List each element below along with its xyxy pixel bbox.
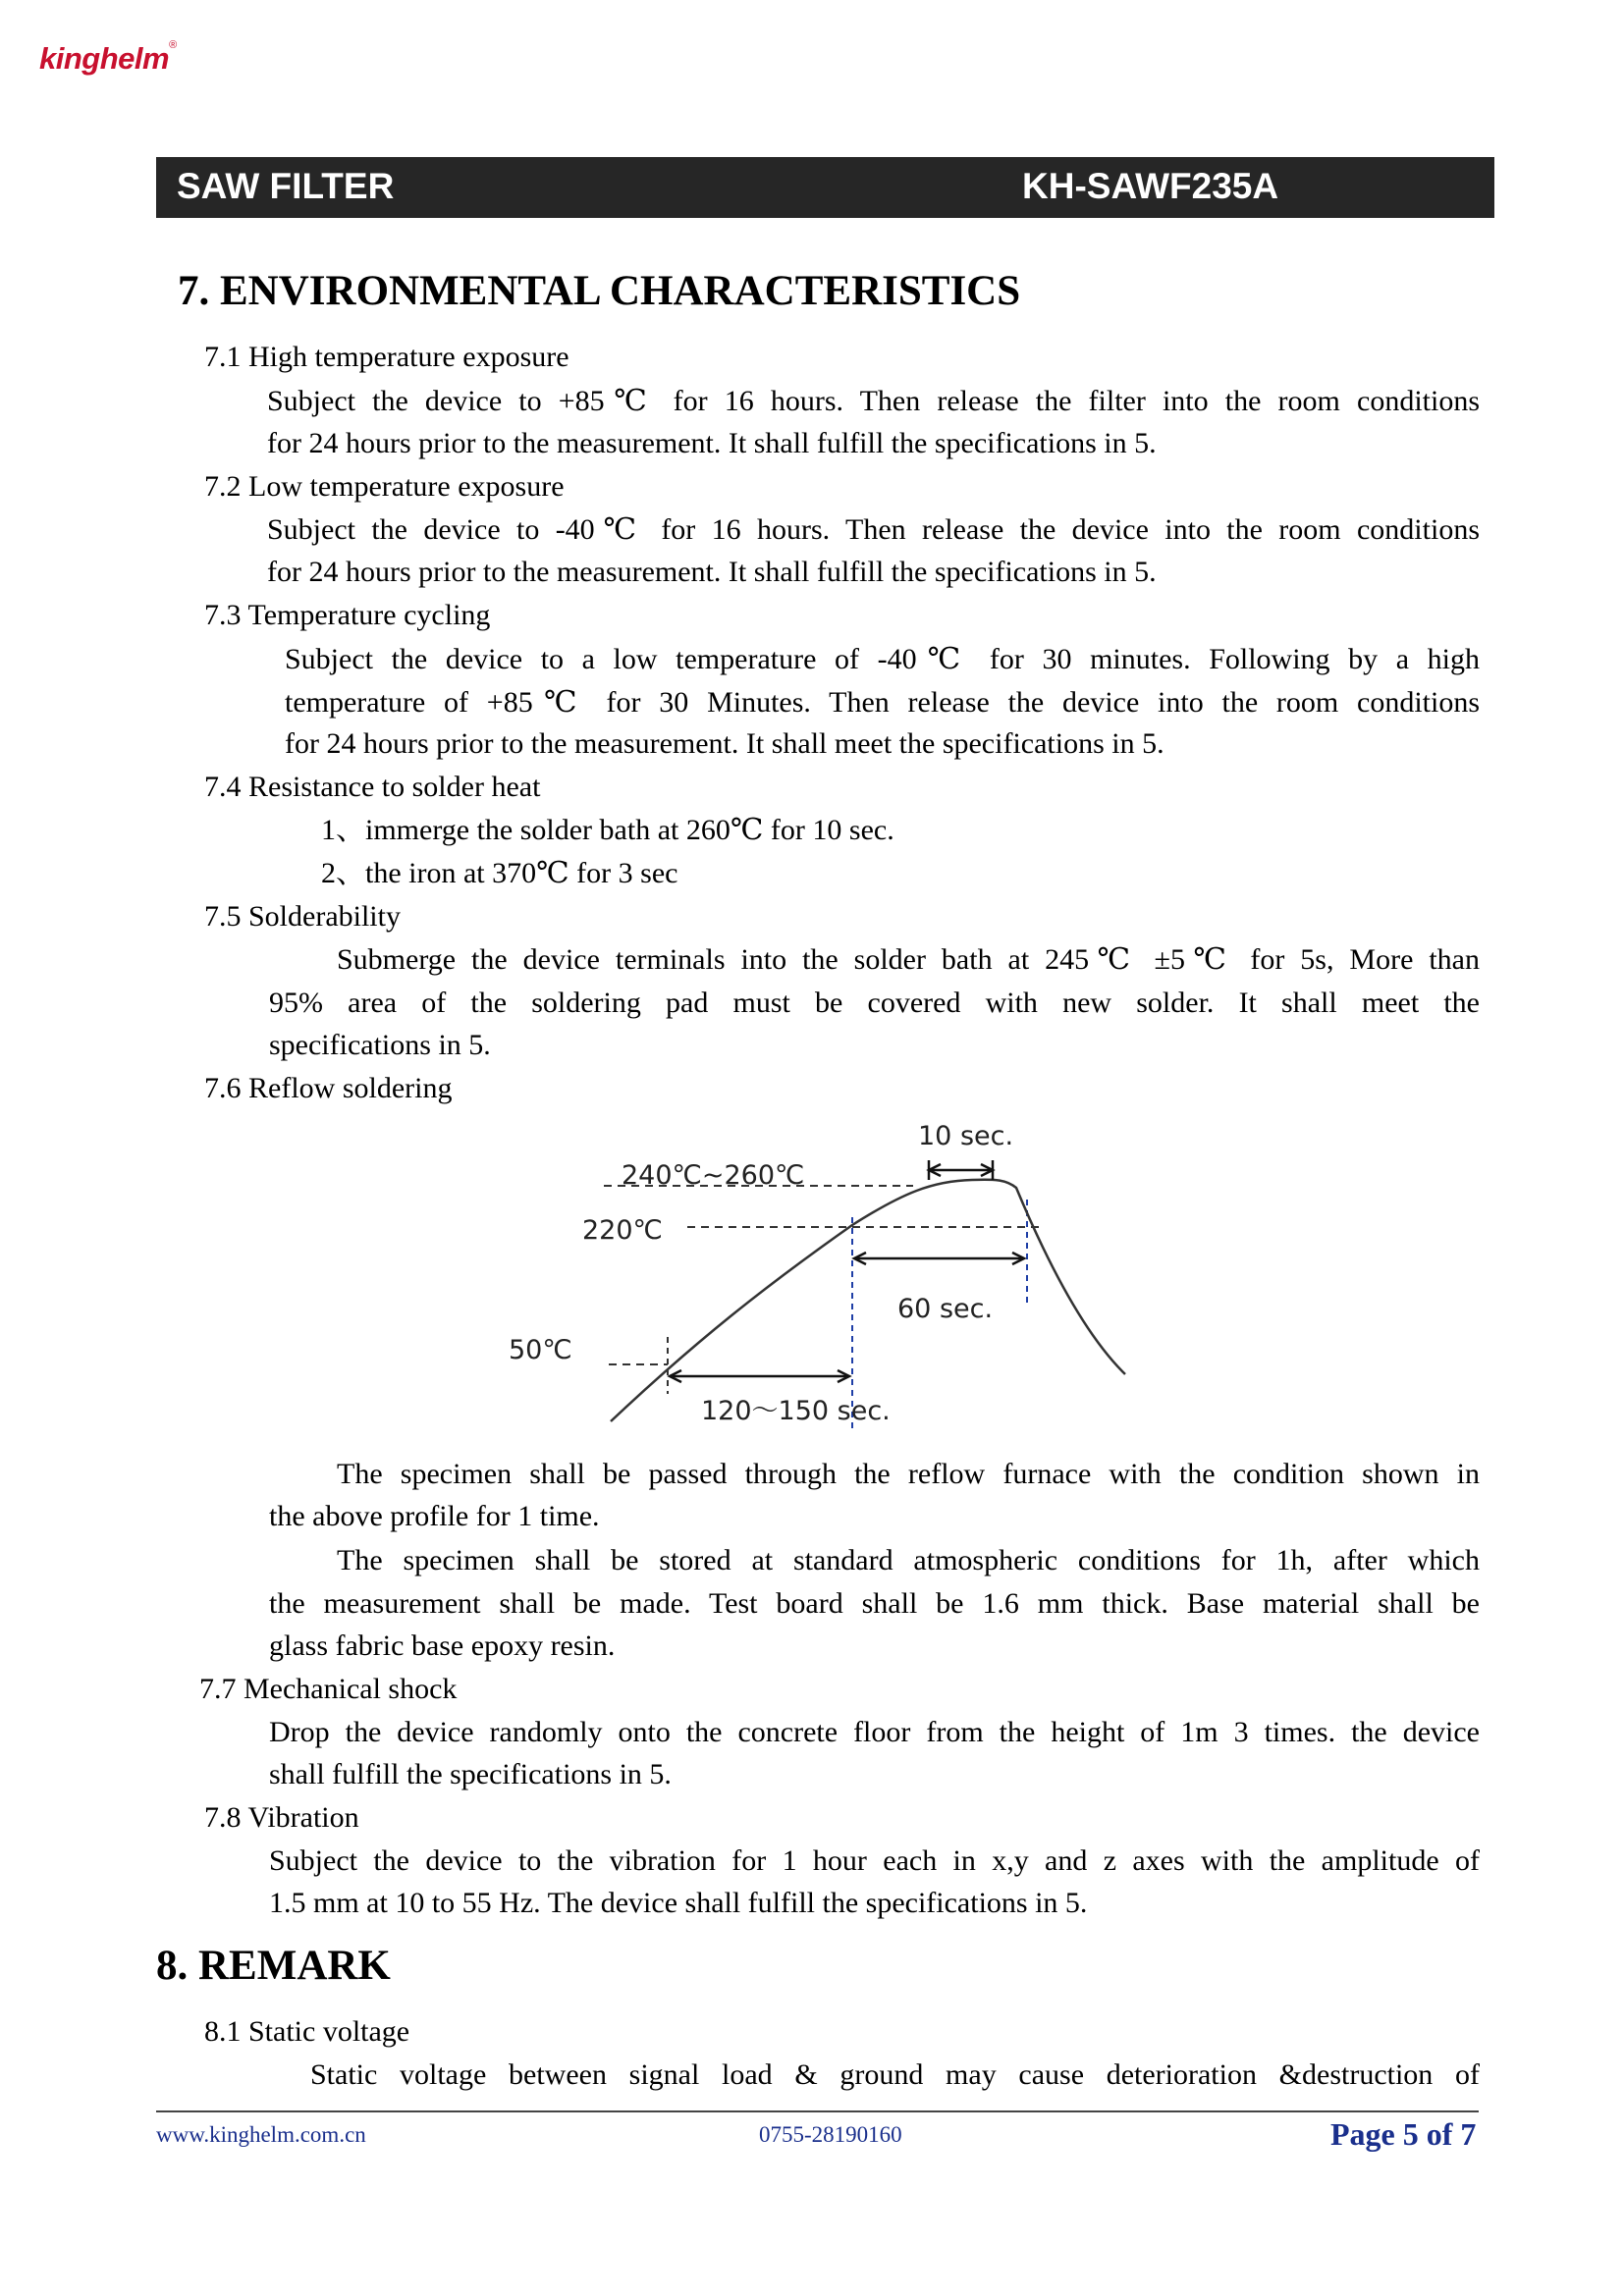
subsection-7-4-item-2: 2、the iron at 370℃ for 3 sec <box>321 857 678 889</box>
subsection-7-1-title: 7.1 High temperature exposure <box>204 341 569 373</box>
subsection-7-3-line-3: for 24 hours prior to the measurement. It shall meet the specifications in 5. <box>285 727 1164 760</box>
subsection-7-6-p1-line-1: The specimen shall be passed through the reflow furnace with the condition shown in <box>337 1458 1480 1490</box>
preheat-time-label: 120～150 sec. <box>701 1396 891 1426</box>
subsection-7-3-title: 7.3 Temperature cycling <box>204 599 491 631</box>
footer-website-link[interactable]: www.kinghelm.com.cn <box>156 2122 366 2147</box>
section-7-heading: 7. ENVIRONMENTAL CHARACTERISTICS <box>178 268 1021 314</box>
subsection-7-3-line-2: temperature of +85℃ for 30 Minutes. Then release the device into the room conditions <box>285 686 1480 719</box>
subsection-7-6-title: 7.6 Reflow soldering <box>204 1072 453 1104</box>
reflow-temperature-curve <box>611 1180 1125 1421</box>
header-part-number: KH-SAWF235A <box>1022 166 1279 206</box>
subsection-7-7-line-2: shall fulfill the specifications in 5. <box>269 1758 672 1790</box>
subsection-7-4-title: 7.4 Resistance to solder heat <box>204 771 541 803</box>
subsection-7-6-p2-line-1: The specimen shall be stored at standard atmospheric conditions for 1h, after which <box>337 1544 1480 1576</box>
subsection-7-7-title: 7.7 Mechanical shock <box>199 1673 458 1705</box>
footer-rule <box>156 2110 1479 2112</box>
subsection-7-5-line-1: Submerge the device terminals into the solder bath at 245℃ ±5℃ for 5s, More than <box>337 943 1480 976</box>
reflow-profile-diagram <box>481 1109 1168 1443</box>
preheat-time-arrow <box>670 1370 849 1382</box>
subsection-7-8-title: 7.8 Vibration <box>204 1801 359 1834</box>
subsection-7-1-line-2: for 24 hours prior to the measurement. It shall fulfill the specifications in 5. <box>267 427 1157 459</box>
subsection-7-8-line-2: 1.5 mm at 10 to 55 Hz. The device shall fulfill the specifications in 5. <box>269 1887 1088 1919</box>
peak-time-arrow <box>929 1160 993 1180</box>
220c-label: 220℃ <box>582 1215 663 1246</box>
subsection-7-5-line-3: specifications in 5. <box>269 1029 491 1061</box>
header-product-type: SAW FILTER <box>177 166 395 206</box>
subsection-7-8-line-1: Subject the device to the vibration for 1 hour each in x,y and z axes with the amplitude of <box>269 1844 1480 1877</box>
subsection-7-4-item-1: 1、immerge the solder bath at 260℃ for 10 sec. <box>321 814 894 846</box>
footer-page-number: Page 5 of 7 <box>1330 2116 1477 2152</box>
above-220c-time-arrow <box>854 1253 1024 1264</box>
peak-temp-label: 240℃~260℃ <box>622 1160 805 1191</box>
above-220c-time-label: 60 sec. <box>897 1294 994 1324</box>
section-8-heading: 8. REMARK <box>156 1943 391 1989</box>
subsection-7-2-line-2: for 24 hours prior to the measurement. It shall fulfill the specifications in 5. <box>267 556 1157 588</box>
subsection-7-6-p2-line-3: glass fabric base epoxy resin. <box>269 1629 616 1662</box>
subsection-7-5-line-2: 95% area of the soldering pad must be covered with new solder. It shall meet the <box>269 987 1480 1019</box>
kinghelm-logo: kinghelm® <box>39 39 177 76</box>
subsection-7-2-title: 7.2 Low temperature exposure <box>204 470 565 503</box>
subsection-7-1-line-1: Subject the device to +85℃ for 16 hours. Then release the filter into the room conditions <box>267 385 1480 417</box>
subsection-7-7-line-1: Drop the device randomly onto the concrete floor from the height of 1m 3 times. the device <box>269 1716 1480 1748</box>
footer-phone: 0755-28190160 <box>759 2122 902 2147</box>
subsection-7-6-p2-line-2: the measurement shall be made. Test board shall be 1.6 mm thick. Base material shall be <box>269 1587 1480 1620</box>
50c-label: 50℃ <box>509 1335 572 1365</box>
subsection-7-5-title: 7.5 Solderability <box>204 900 401 933</box>
subsection-8-1-line-1: Static voltage between signal load & ground may cause deterioration &destruction of <box>310 2058 1480 2091</box>
subsection-8-1-title: 8.1 Static voltage <box>204 2015 410 2048</box>
peak-time-label: 10 sec. <box>918 1121 1014 1151</box>
subsection-7-6-p1-line-2: the above profile for 1 time. <box>269 1500 600 1532</box>
header-bar <box>156 157 1494 218</box>
subsection-7-3-line-1: Subject the device to a low temperature of -40℃ for 30 minutes. Following by a high <box>285 643 1480 675</box>
subsection-7-2-line-1: Subject the device to -40℃ for 16 hours. Then release the device into the room conditions <box>267 513 1480 546</box>
